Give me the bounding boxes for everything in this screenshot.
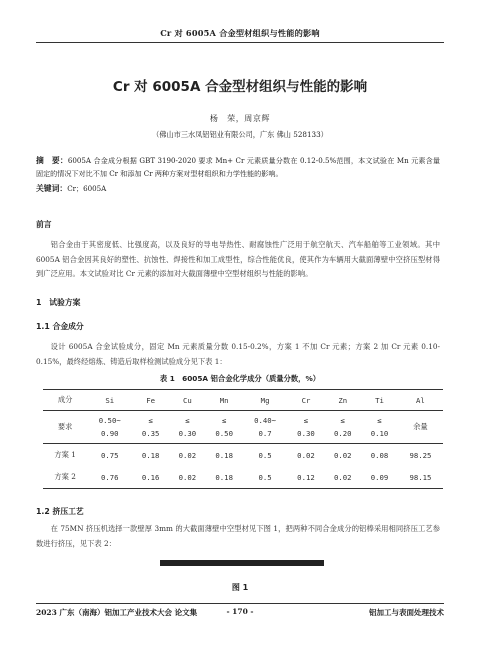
row-label: 方案 1 — [54, 450, 76, 459]
col-ti: Ti — [361, 390, 398, 411]
table-cell: ≤ 0.35 — [132, 411, 169, 444]
table-cell: 0.09 — [361, 466, 398, 489]
preface-paragraph: 铝合金由于其密度低、比强度高，以及良好的导电导热性、耐腐蚀性广泛用于航空航天、汽车船舶等工业领域。其中 6005A 铝合金因其良好的塑性、抗蚀性、焊接性和加工成型性，综合性能优良，使其作为车辆用大截面薄壁中空挤压型材得到广泛应用。本文试验对比 Cr 元素的添加对大截面薄壁中空型材组织与性能的影响。 — [36, 240, 440, 278]
row-label: 方案 2 — [43, 466, 87, 489]
figure-1-caption: 图 1 — [231, 583, 249, 592]
table-cell: 0.5 — [243, 466, 288, 489]
table-cell: ≤ 0.10 — [361, 411, 398, 444]
abstract-label: 摘 要： — [36, 156, 68, 165]
keywords-text: Cr；6005A — [67, 184, 107, 193]
col-mg: Mg — [243, 390, 288, 411]
table-cell: 0.16 — [132, 466, 169, 489]
table-row-header: 成分 — [43, 390, 87, 411]
table-cell: 0.40~ 0.7 — [243, 411, 288, 444]
table-cell: 0.18 — [141, 450, 160, 460]
table-row-requirement — [43, 411, 443, 444]
section-heading-preface: 前言 — [36, 220, 52, 229]
table-cell: 0.50~ 0.90 — [87, 411, 132, 444]
authors: 杨 荣，周京辉 — [209, 114, 271, 123]
table-cell: 0.02 — [169, 466, 206, 489]
composition-table — [43, 389, 443, 489]
footer-journal: 铝加工与表面处理技术 — [369, 608, 444, 617]
col-cr: Cr — [288, 390, 325, 411]
row-label: 要求 — [43, 411, 87, 444]
col-mn: Mn — [206, 390, 243, 411]
section-1-2-paragraph: 在 75MN 挤压机选择一款壁厚 3mm 的大截面薄壁中空型材见下图 1，把两种不同合金成分的铝棒采用相同挤压工艺参数进行挤压，见下表 2： — [36, 524, 440, 548]
col-zn: Zn — [324, 390, 361, 411]
col-al: Al — [398, 390, 443, 411]
col-cu: Cu — [169, 390, 206, 411]
table-1-caption: 表 1 6005A 铝合金化学成分（质量分数，%） — [159, 374, 321, 383]
abstract-text: 6005A 合金成分根据 GBT 3190-2020 要求 Mn+ Cr 元素质量分数在 0.12-0.5%范围，本文试验在 Mn 元素含量固定的情况下对比不加 Cr 和添加 Cr 两种方案对型材组织和力学性能的影响。 — [36, 156, 441, 178]
col-fe: Fe — [132, 390, 169, 411]
section-heading-1-2: 1.2 挤压工艺 — [36, 507, 84, 516]
table-cell: 0.75 — [100, 450, 119, 460]
page-footer — [36, 603, 444, 618]
running-head: Cr 对 6005A 合金型材组织与性能的影响 — [36, 28, 444, 43]
table-cell: ≤ 0.30 — [169, 411, 206, 444]
table-cell: 0.02 — [297, 450, 315, 460]
section-heading-1-1: 1.1 合金成分 — [36, 322, 84, 331]
table-cell: ≤ 0.20 — [324, 411, 361, 444]
figure-1-profile — [160, 560, 324, 566]
table-header-row — [43, 390, 443, 411]
table-cell: 0.08 — [370, 450, 389, 460]
section-1-1-paragraph: 设计 6005A 合金试验成分，固定 Mn 元素质量分数 0.15-0.2%，方案 1 不加 Cr 元素；方案 2 加 Cr 元素 0.10-0.15%，最终经熔炼、铸造后取样检测试验成分见下表 1： — [36, 342, 440, 366]
table-cell: 0.02 — [178, 450, 197, 460]
table-row-scheme-1 — [43, 444, 443, 467]
table-cell: 98.25 — [409, 450, 432, 460]
table-cell: 0.12 — [288, 466, 325, 489]
table-cell: 0.5 — [258, 450, 272, 460]
page-number: - 170 - — [226, 607, 254, 616]
table-cell: 余量 — [398, 411, 443, 444]
table-cell: 0.18 — [215, 450, 233, 460]
paper-title: Cr 对 6005A 合金型材组织与性能的影响 — [112, 79, 368, 95]
table-cell: ≤ 0.50 — [206, 411, 243, 444]
footer-proceedings: 2023 广东（南海）铝加工产业技术大会 论文集 — [36, 608, 198, 617]
keywords — [36, 183, 440, 194]
table-cell: 98.15 — [398, 466, 443, 489]
table-cell: 0.02 — [333, 450, 352, 460]
table-row-scheme-2 — [43, 466, 443, 489]
table-cell: ≤ 0.30 — [288, 411, 325, 444]
keywords-label: 关键词： — [36, 184, 68, 193]
table-cell: 0.02 — [324, 466, 361, 489]
section-heading-1: 1 试验方案 — [36, 298, 81, 307]
abstract — [36, 155, 440, 180]
table-cell: 0.18 — [206, 466, 243, 489]
col-si: Si — [87, 390, 132, 411]
table-cell: 0.76 — [87, 466, 132, 489]
affiliation: （佛山市三水凤铝铝业有限公司，广东 佛山 528133） — [152, 130, 328, 139]
